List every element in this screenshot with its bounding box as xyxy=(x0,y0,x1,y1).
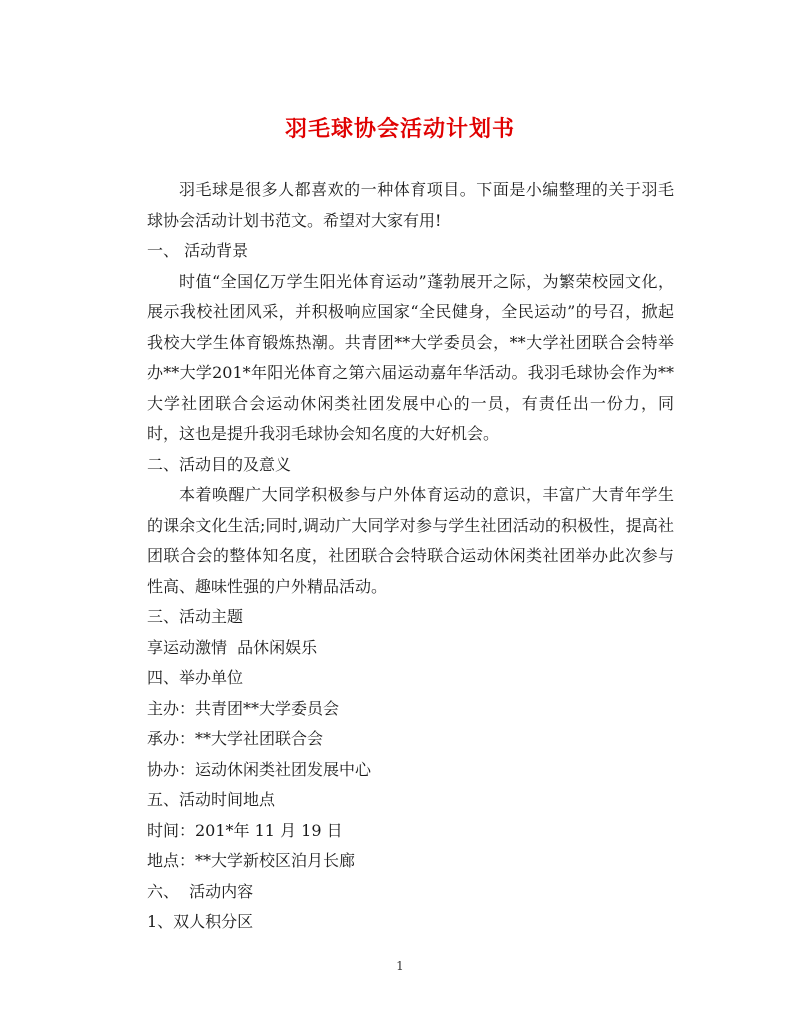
time-line: 时间：201*年 11 月 19 日 xyxy=(147,820,343,840)
document-title: 羽毛球协会活动计划书 xyxy=(284,116,515,142)
place-line: 地点：**大学新校区泊月长廊 xyxy=(147,851,356,870)
organizer-line: 承办：**大学社团联合会 xyxy=(147,729,324,748)
host-line: 主办：共青团**大学委员会 xyxy=(147,698,340,718)
section6-heading: 六、 活动内容 xyxy=(147,881,254,901)
section4-heading: 四、举办单位 xyxy=(147,668,244,687)
section3-heading: 三、活动主题 xyxy=(147,607,244,626)
section2-heading: 二、活动目的及意义 xyxy=(147,454,292,474)
section2-paragraph: 本着唤醒广大同学积极参与户外体育运动的意识，丰富广大青年学生的课余文化生活;同时,调动广大同学对参与学生社团活动的积极性，提高社团联合会的整体知名度，社团联合会特联合运动休闲类社团举办此次参与性高、趣味性强的户外精品活动。 xyxy=(147,485,674,596)
document-body xyxy=(147,175,674,938)
section5-heading: 五、活动时间地点 xyxy=(147,790,276,809)
co-organizer-line: 协办：运动休闲类社团发展中心 xyxy=(147,759,372,779)
item1-line: 1、双人积分区 xyxy=(147,912,254,931)
section1-heading: 一、 活动背景 xyxy=(147,241,249,260)
section1-paragraph: 时值“全国亿万学生阳光体育运动”蓬勃展开之际，为繁荣校园文化，展示我校社团风采，并积极响应国家“全民健身，全民运动”的号召，掀起我校大学生体育锻炼热潮。共青团**大学委员会，**大学社团联合会特举办**大学201*年阳光体育之第六届运动嘉年华活动。我羽毛球协会作为**大学社团联合会运动休闲类社团发展中心的一员，有责任出一份力，同时，这也是提升我羽毛球协会知名度的大好机会。 xyxy=(147,271,674,443)
section3-text: 享运动激情 品休闲娱乐 xyxy=(147,637,318,657)
page-number: 1 xyxy=(396,959,404,973)
intro-paragraph: 羽毛球是很多人都喜欢的一种体育项目。下面是小编整理的关于羽毛球协会活动计划书范文。希望对大家有用! xyxy=(147,180,674,230)
